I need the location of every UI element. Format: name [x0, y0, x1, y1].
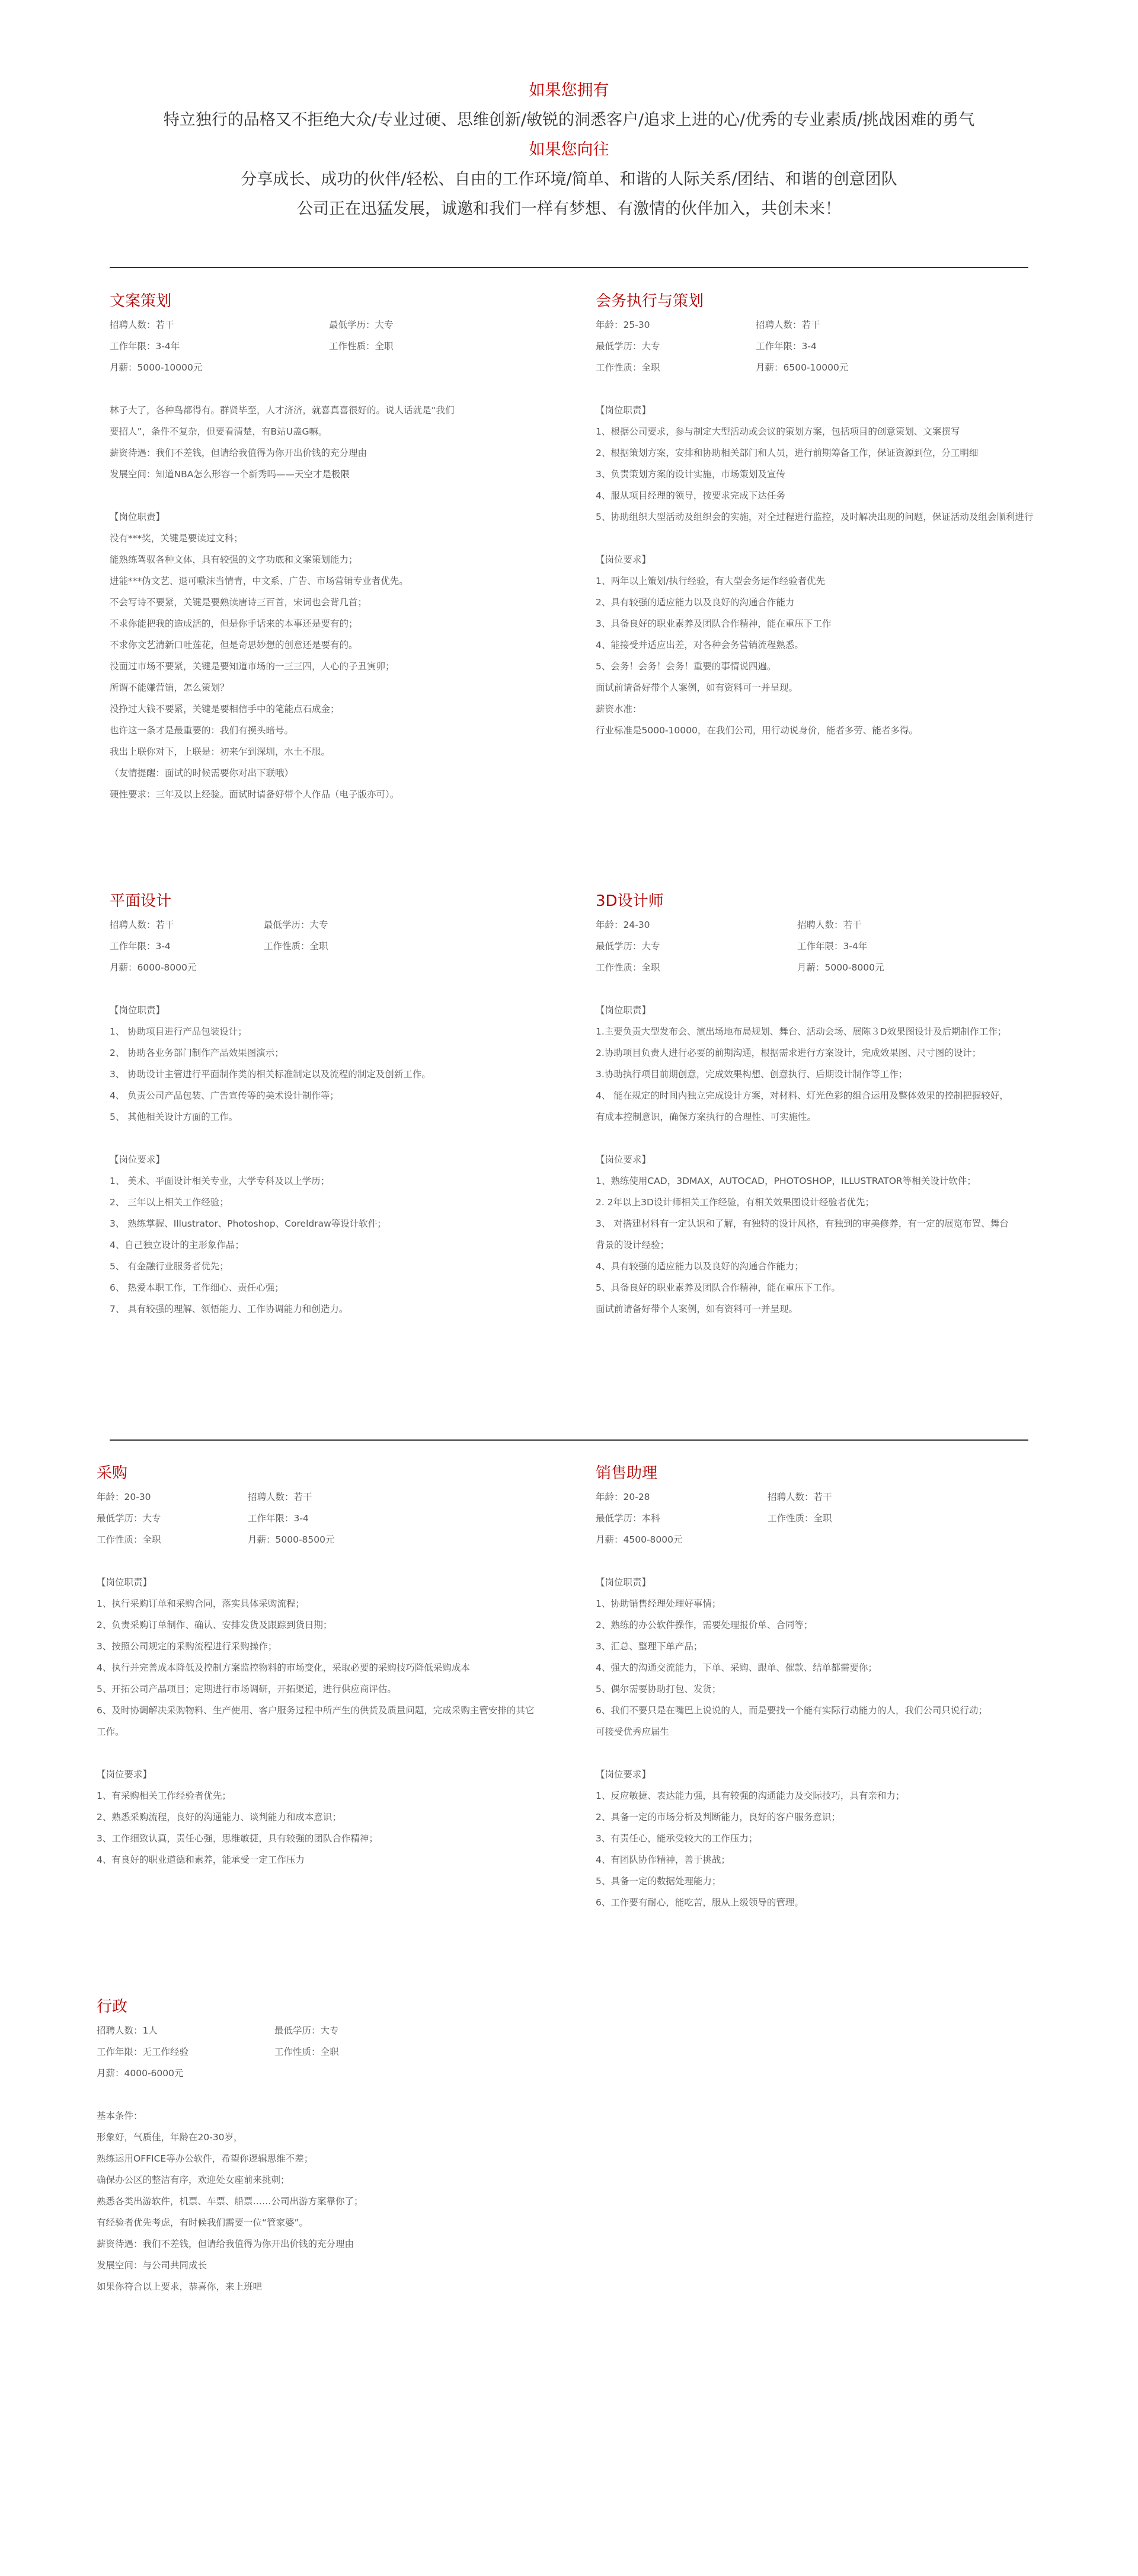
duty-item: 2、 协助各业务部门制作产品效果图演示；	[110, 1048, 284, 1058]
meta-age: 年龄：24-30	[596, 920, 650, 930]
duty-item: 2、根据策划方案，安排和协助相关部门和人员，进行前期筹备工作，保证资源到位，分工明细	[596, 448, 979, 458]
duty-item: 4、 负责公司产品包装、广告宣传等的美术设计制作等；	[110, 1090, 339, 1101]
duties-heading: 【岗位职责】	[110, 1005, 165, 1016]
requirement-item: 3、有责任心，能承受较大的工作压力；	[596, 1833, 758, 1844]
duty-item: 可接受优秀应届生	[596, 1726, 670, 1737]
meta-education: 最低学历：大专	[596, 941, 660, 952]
duty-item: 也许这一条才是最重要的：我们有摸头暗号。	[110, 725, 294, 736]
job-title: 会务执行与策划	[596, 292, 704, 310]
intro-text: 发展空间：知道NBA怎么形容一个新秀吗——天空才是极限	[110, 469, 350, 480]
job-meta	[596, 314, 1011, 378]
duty-item: 5、开拓公司产品项目；定期进行市场调研，开拓渠道，进行供应商评估。	[97, 1684, 397, 1694]
job-title: 3D设计师	[596, 892, 664, 910]
duty-item: 1、执行采购订单和采购合同，落实具体采购流程；	[97, 1598, 305, 1609]
job-meta	[596, 914, 1011, 978]
intro-heading-have: 如果您拥有	[529, 81, 609, 100]
duty-item: （友情提醒：面试的时候需要你对出下联哦）	[110, 768, 294, 778]
requirement-item: 5、会务！会务！会务！重要的事情说四遍。	[596, 661, 776, 672]
duty-item: 5、协助组织大型活动及组织会的实施，对全过程进行监控，及时解决出现的问题，保证活动及组会顺利进行	[596, 512, 1034, 522]
requirement-item: 1、反应敏捷、表达能力强，具有较强的沟通能力及交际技巧，具有亲和力；	[596, 1790, 905, 1801]
requirements-heading: 【岗位要求】	[596, 554, 651, 565]
requirement-item: 2、具备一定的市场分析及判断能力，良好的客户服务意识；	[596, 1812, 840, 1822]
meta-education: 最低学历：大专	[264, 920, 328, 930]
duty-item: 6、我们不要只是在嘴巴上说说的人，而是要找一个能有实际行动能力的人，我们公司只说行动；	[596, 1705, 987, 1716]
meta-education: 最低学历：大专	[97, 1513, 161, 1524]
duty-item: 1、根据公司要求，参与制定大型活动或会议的策划方案，包括项目的创意策划、文案撰写	[596, 426, 960, 437]
requirement-item: 2、 三年以上相关工作经验；	[110, 1197, 229, 1208]
job-title: 平面设计	[110, 892, 172, 910]
duties-heading: 【岗位职责】	[97, 1577, 152, 1588]
requirements-heading: 【岗位要求】	[596, 1769, 651, 1780]
job-graphic-design	[110, 889, 513, 1320]
meta-headcount: 招聘人数：若干	[110, 920, 174, 930]
meta-experience: 工作年限：3-4	[756, 341, 817, 352]
duty-item: 进能***伪文艺、退可嗷沫当情青，中文系、广告、市场营销专业者优先。	[110, 576, 408, 586]
duties-heading: 【岗位职责】	[596, 405, 651, 416]
meta-type: 工作性质：全职	[329, 341, 394, 352]
condition-item: 熟悉各类出游软件，机票、车票、船票……公司出游方案靠你了；	[97, 2196, 363, 2207]
intro-aspirations: 分享成长、成功的伙伴/轻松、自由的工作环境/简单、和谐的人际关系/团结、和谐的创意团队	[241, 170, 897, 189]
duty-item: 我出上联你对下，上联是：初来乍到深圳，水土不服。	[110, 746, 331, 757]
duty-item: 2、负责采购订单制作、确认、安排发货及跟踪到货日期；	[97, 1620, 333, 1630]
requirement-item: 2、熟悉采购流程，良好的沟通能力、谈判能力和成本意识；	[97, 1812, 341, 1822]
requirement-item: 面试前请备好带个人案例，如有资料可一并呈现。	[596, 1304, 798, 1314]
duty-item: 不求你能把我的造成活的，但是你手话来的本事还是要有的；	[110, 618, 358, 629]
duty-item: 所谓不能嫌营销，怎么策划？	[110, 682, 229, 693]
job-copywriter	[110, 289, 513, 805]
meta-experience: 工作年限：无工作经验	[97, 2047, 189, 2057]
meta-experience: 工作年限：3-4年	[110, 341, 180, 352]
job-meta	[110, 314, 513, 378]
meta-type: 工作性质：全职	[768, 1513, 832, 1524]
intro-heading-want: 如果您向往	[529, 141, 609, 159]
intro-invitation: 公司正在迅猛发展，诚邀和我们一样有梦想、有激情的伙伴加入，共创未来！	[297, 200, 841, 218]
duty-item: 4、 能在规定的时间内独立完成设计方案，对材料、灯光色彩的组合运用及整体效果的控制把握较好，有成本控制意识，确保方案执行的合理性、可实施性。	[596, 1090, 1009, 1122]
meta-education: 最低学历：本科	[596, 1513, 660, 1524]
duty-item: 硬性要求：三年及以上经验。面试时请备好带个人作品（电子版亦可）。	[110, 789, 399, 800]
requirement-item: 1、熟练使用CAD，3DMAX，AUTOCAD，PHOTOSHOP，ILLUSTRATOR等相关设计软件；	[596, 1176, 976, 1186]
requirement-item: 3、 熟练掌握、Illustrator、Photoshop、Coreldraw等设计软件；	[110, 1218, 386, 1229]
duties-heading: 【岗位职责】	[596, 1577, 651, 1588]
meta-headcount: 招聘人数：若干	[797, 920, 862, 930]
duties-heading: 【岗位职责】	[110, 512, 165, 522]
meta-type: 工作性质：全职	[596, 962, 660, 973]
duty-item: 5、偶尔需要协助打包、发货；	[596, 1684, 721, 1694]
duty-item: 不会写诗不要紧，关键是要熟读唐诗三百首，宋词也会背几首；	[110, 597, 367, 608]
requirements-heading: 【岗位要求】	[596, 1154, 651, 1165]
meta-headcount: 招聘人数：1人	[97, 2025, 158, 2036]
meta-experience: 工作年限：3-4	[248, 1513, 309, 1524]
requirements-heading: 【岗位要求】	[110, 1154, 165, 1165]
meta-education: 最低学历：大专	[329, 320, 394, 330]
meta-age: 年龄：25-30	[596, 320, 650, 330]
duty-item: 3、 协助设计主管进行平面制作类的相关标准制定以及流程的制定及创新工作。	[110, 1069, 431, 1080]
condition-item: 熟练运用OFFICE等办公软件，希望你逻辑思维不差；	[97, 2153, 314, 2164]
meta-salary: 月薪：5000-10000元	[110, 362, 203, 373]
meta-salary: 月薪：4500-8000元	[596, 1534, 683, 1545]
intro-text: 薪资待遇：我们不差钱，但请给我值得为你开出价钱的充分理由	[110, 448, 367, 458]
intro-qualities: 特立独行的品格又不拒绝大众/专业过硬、思维创新/敏锐的洞悉客户/追求上进的心/优秀的专业素质/挑战困难的勇气	[163, 111, 975, 129]
duty-item: 4、执行并完善成本降低及控制方案监控物料的市场变化，采取必要的采购技巧降低采购成本	[97, 1662, 470, 1673]
job-title: 行政	[97, 1998, 128, 2016]
requirements-heading: 【岗位要求】	[97, 1769, 152, 1780]
requirement-item: 薪资水准：	[596, 704, 642, 714]
requirement-item: 1、有采购相关工作经验者优先；	[97, 1790, 231, 1801]
duty-item: 没有***奖，关键是要读过文科；	[110, 533, 243, 544]
meta-salary: 月薪：4000-6000元	[97, 2068, 184, 2079]
duty-item: 不求你文艺清新口吐莲花，但是奇思妙想的创意还是要有的。	[110, 640, 358, 650]
duty-item: 1、协助销售经理处理好事情；	[596, 1598, 721, 1609]
duty-item: 4、服从项目经理的领导，按要求完成下达任务	[596, 490, 785, 501]
duty-item: 3、汇总、整理下单产品；	[596, 1641, 703, 1652]
condition-item: 如果你符合以上要求，恭喜你，来上班吧	[97, 2281, 263, 2292]
condition-item: 确保办公区的整洁有序，欢迎处女座前来挑刺；	[97, 2175, 290, 2185]
meta-age: 年龄：20-28	[596, 1492, 650, 1502]
meta-experience: 工作年限：3-4	[110, 941, 171, 952]
job-3d-designer	[596, 889, 1011, 1320]
meta-experience: 工作年限：3-4年	[797, 941, 868, 952]
meta-salary: 月薪：6500-10000元	[756, 362, 849, 373]
intro-text: 林子大了，各种鸟都得有。群贤毕至，人才济济，就喜真喜很好的。说人话就是“我们	[110, 405, 455, 416]
duty-item: 4、强大的沟通交流能力，下单、采购、跟单、催款、结单都需要你；	[596, 1662, 877, 1673]
requirement-item: 7、 具有较强的理解、领悟能力、工作协调能力和创造力。	[110, 1304, 349, 1314]
meta-education: 最低学历：大专	[596, 341, 660, 352]
job-purchasing	[97, 1461, 535, 1870]
requirement-item: 6、工作要有耐心，能吃苦，服从上级领导的管理。	[596, 1897, 804, 1908]
duty-item: 5、 其他相关设计方面的工作。	[110, 1112, 238, 1122]
duty-item: 没面过市场不要紧，关键是要知道市场的一三三四，人心的子丑寅卯；	[110, 661, 395, 672]
meta-education: 最低学历：大专	[274, 2025, 339, 2036]
condition-item: 薪资待遇：我们不差钱，但请给我值得为你开出价钱的充分理由	[97, 2239, 354, 2249]
duty-item: 3、负责策划方案的设计实施，市场策划及宣传	[596, 469, 785, 480]
job-title: 采购	[97, 1464, 128, 1482]
requirement-item: 4、自己独立设计的主形象作品；	[110, 1240, 244, 1250]
requirement-item: 5、具备良好的职业素养及团队合作精神，能在重压下工作。	[596, 1282, 840, 1293]
requirement-item: 6、 热爱本职工作，工作细心、责任心强；	[110, 1282, 284, 1293]
meta-headcount: 招聘人数：若干	[248, 1492, 312, 1502]
requirement-item: 2、具有较强的适应能力以及良好的沟通合作能力	[596, 597, 795, 608]
job-event-planning	[596, 289, 1034, 741]
job-title: 销售助理	[596, 1464, 658, 1482]
duty-item: 3、按照公司规定的采购流程进行采购操作；	[97, 1641, 277, 1652]
meta-age: 年龄：20-30	[97, 1492, 151, 1502]
duty-item: 3.协助执行项目前期创意，完成效果构想、创意执行、后期设计制作等工作；	[596, 1069, 908, 1080]
meta-headcount: 招聘人数：若干	[756, 320, 820, 330]
meta-type: 工作性质：全职	[97, 1534, 161, 1545]
job-meta	[97, 1486, 535, 1550]
job-meta	[596, 1486, 1011, 1550]
requirement-item: 4、能接受并适应出差，对各种会务营销流程熟悉。	[596, 640, 804, 650]
job-meta	[97, 2020, 535, 2084]
meta-type: 工作性质：全职	[596, 362, 660, 373]
section-divider	[110, 267, 1028, 268]
duty-item: 1、 协助项目进行产品包装设计；	[110, 1026, 247, 1037]
meta-salary: 月薪：5000-8500元	[248, 1534, 335, 1545]
condition-item: 有经验者优先考虑，有时候我们需要一位“管家婆”。	[97, 2217, 309, 2228]
recruitment-intro	[0, 76, 1138, 224]
job-title: 文案策划	[110, 292, 172, 310]
requirement-item: 2. 2年以上3D设计师相关工作经验，有相关效果图设计经验者优先；	[596, 1197, 874, 1208]
condition-item: 形象好，气质佳，年龄在20-30岁，	[97, 2132, 243, 2143]
duty-item: 能熟练驾驭各种文体，具有较强的文字功底和文案策划能力；	[110, 554, 358, 565]
requirement-item: 5、具备一定的数据处理能力；	[596, 1876, 721, 1886]
requirement-item: 1、两年以上策划/执行经验，有大型会务运作经验者优先	[596, 576, 826, 586]
job-meta	[110, 914, 513, 978]
duties-heading: 【岗位职责】	[596, 1005, 651, 1016]
meta-headcount: 招聘人数：若干	[110, 320, 174, 330]
requirement-item: 3、工作细致认真，责任心强，思维敏捷，具有较强的团队合作精神；	[97, 1833, 378, 1844]
intro-text: 要招人”，条件不复杂，但要看清楚，有B站U盖G嘛。	[110, 426, 328, 437]
meta-salary: 月薪：6000-8000元	[110, 962, 197, 973]
requirement-item: 面试前请备好带个人案例，如有资料可一并呈现。	[596, 682, 798, 693]
requirement-item: 4、具有较强的适应能力以及良好的沟通合作能力；	[596, 1261, 804, 1272]
duty-item: 6、及时协调解决采购物料、生产使用、客户服务过程中所产生的供货及质量问题，完成采购主管安排的其它工作。	[97, 1705, 535, 1737]
duty-item: 没挣过大钱不要紧，关键是要相信手中的笔能点石成金；	[110, 704, 340, 714]
meta-type: 工作性质：全职	[274, 2047, 339, 2057]
condition-item: 发展空间：与公司共同成长	[97, 2260, 207, 2271]
duty-item: 2、熟练的办公软件操作，需要处理报价单、合同等；	[596, 1620, 813, 1630]
job-sales-assistant	[596, 1461, 1011, 1913]
requirement-item: 行业标准是5000-10000，在我们公司，用行动说身价，能者多劳、能者多得。	[596, 725, 918, 736]
requirement-item: 3、 对搭建材料有一定认识和了解，有独特的设计风格，有独到的审美修养，有一定的展览布置、舞台背景的设计经验；	[596, 1218, 1009, 1250]
requirement-item: 4、有团队协作精神，善于挑战；	[596, 1854, 730, 1865]
condition-item: 基本条件：	[97, 2111, 143, 2121]
section-divider	[110, 1439, 1028, 1441]
requirement-item: 1、 美术、平面设计相关专业，大学专科及以上学历；	[110, 1176, 330, 1186]
job-administration	[97, 1995, 535, 2297]
meta-type: 工作性质：全职	[264, 941, 328, 952]
meta-headcount: 招聘人数：若干	[768, 1492, 832, 1502]
duty-item: 2.协助项目负责人进行必要的前期沟通，根据需求进行方案设计，完成效果图、尺寸图的设计；	[596, 1048, 982, 1058]
requirement-item: 5、 有金融行业服务者优先；	[110, 1261, 229, 1272]
requirement-item: 3、具备良好的职业素养及团队合作精神，能在重压下工作	[596, 618, 832, 629]
meta-salary: 月薪：5000-8000元	[797, 962, 884, 973]
duty-item: 1.主要负责大型发布会、演出场地布局规划、舞台、活动会场、展陈３D效果图设计及后期制作工作；	[596, 1026, 1007, 1037]
requirement-item: 4、有良好的职业道德和素养，能承受一定工作压力	[97, 1854, 305, 1865]
